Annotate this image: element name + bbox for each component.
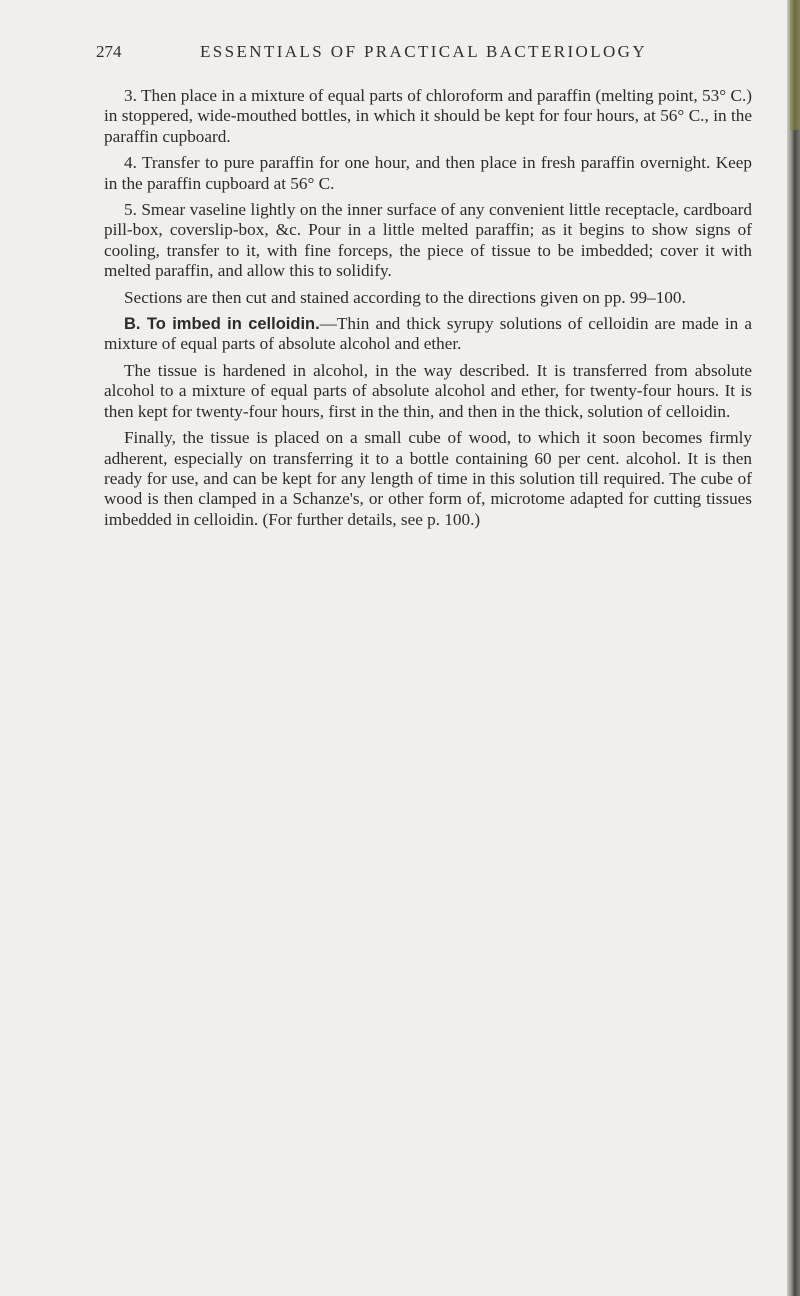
paragraph-sections: Sections are then cut and stained according to the directions given on pp. 99–100. (124, 287, 686, 307)
paragraph-step-3: 3. Then place in a mixture of equal parts of chloroform and paraffin (melting point, 53° C.) in stoppered, wide-mouthed bottles, in which it should be kept for four hours, at 56° C., in the paraffin cupboard. (104, 86, 752, 146)
section-b-heading: B. To imbed in celloidin. (124, 315, 320, 334)
paragraph-finally: Finally, the tissue is placed on a small cube of wood, to which it soon becomes firmly adherent, especially on transferring it to a bottle containing 60 per cent. alcohol. It is then ready for use, and can be kept for any length of time in this solution till required. The cube of wood is then clamped in a Schanze's, or other form of, microtome adapted for cutting tissues imbedded in celloidin. (For further details, see p. 100.) (104, 428, 752, 529)
paragraph-tissue-hardening: The tissue is hardened in alcohol, in the way described. It is transferred from absolute alcohol to a mixture of equal parts of absolute alcohol and ether, for twenty-four hours. It is then kept for twenty-four hours, first in the thin, and then in the thick, solution of celloidin. (104, 360, 752, 421)
body-text (104, 86, 752, 536)
page-edge-shadow (787, 0, 800, 1296)
section-b-intro: —Thin and thick syrupy solutions of celloidin are made in a mixture of equal parts of absolute alcohol and ether. (104, 314, 752, 354)
paragraph-step-4: 4. Transfer to pure paraffin for one hour, and then place in fresh paraffin overnight. Keep in the paraffin cupboard at 56° C. (104, 153, 752, 193)
page-header (96, 42, 756, 72)
paragraph-section-b (104, 314, 752, 355)
page-number: 274 (96, 42, 122, 61)
running-head: ESSENTIALS OF PRACTICAL BACTERIOLOGY (200, 42, 648, 61)
paragraph-step-5: 5. Smear vaseline lightly on the inner surface of any convenient little receptacle, cardboard pill-box, coverslip-box, &c. Pour in a little melted paraffin; as it begins to show signs of cooling, transfer to it, with fine forceps, the piece of tissue to be imbedded; cover it with melted paraffin, and allow this to solidify. (104, 200, 752, 281)
page-edge-tint (790, 0, 800, 130)
